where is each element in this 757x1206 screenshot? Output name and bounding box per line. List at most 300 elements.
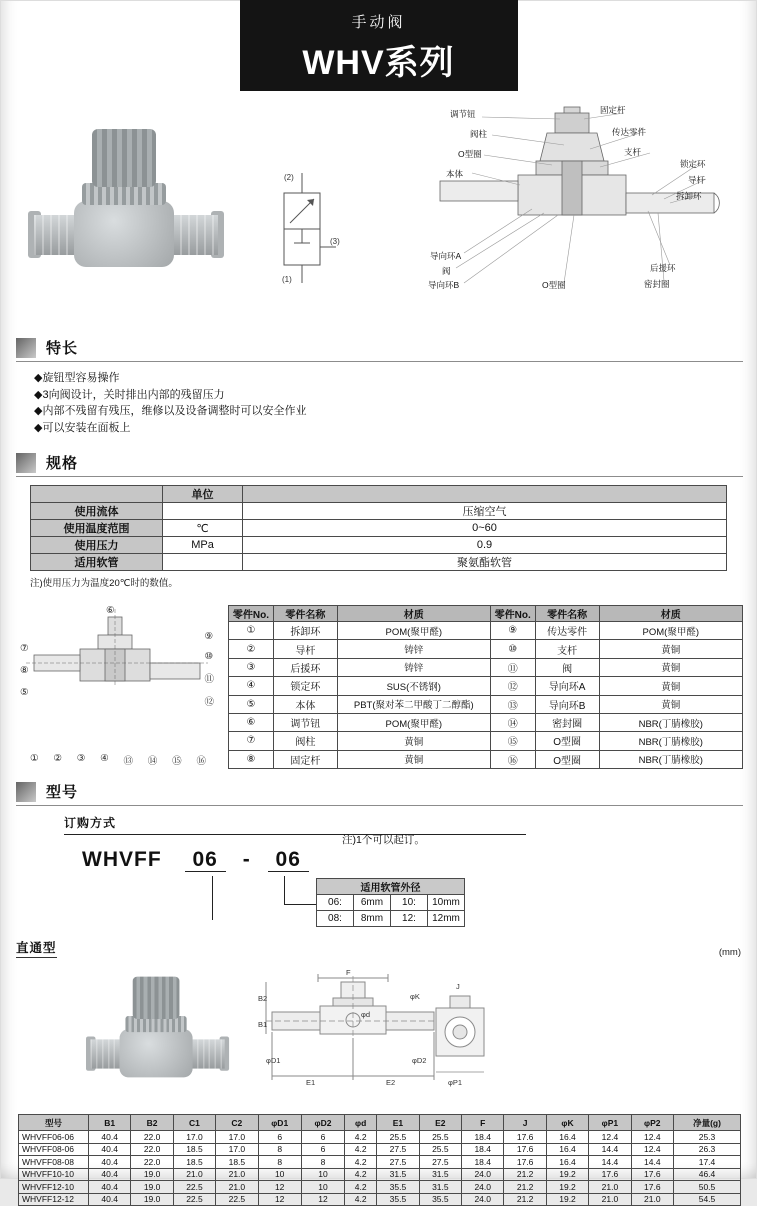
table-cell: 黄铜 — [337, 750, 490, 768]
table-cell: WHVFF12-10 — [19, 1181, 89, 1194]
table-cell: 40.4 — [89, 1193, 131, 1206]
table-cell: 4.2 — [345, 1156, 377, 1169]
table-cell: 17.0 — [173, 1131, 215, 1144]
table-cell: 18.4 — [462, 1131, 504, 1144]
callout-number: ② — [53, 753, 62, 764]
symbol-port-label: (2) — [284, 173, 294, 182]
table-cell: ⑥ — [229, 713, 274, 731]
table-row — [19, 1156, 741, 1169]
table-row — [31, 520, 727, 537]
table-cell: 10mm — [428, 895, 465, 911]
cutaway-label: 导杆 — [688, 175, 706, 185]
table-cell: 17.6 — [504, 1131, 546, 1144]
table-cell: 6mm — [354, 895, 391, 911]
table-cell: POM(聚甲醛) — [337, 713, 490, 731]
callout-number: ⑯ — [196, 756, 206, 767]
callout-group-bottom — [30, 753, 206, 767]
table-cell: 使用流体 — [31, 503, 163, 520]
table-row — [19, 1131, 741, 1144]
table-cell: 19.2 — [546, 1181, 588, 1194]
table-cell: 35.5 — [377, 1193, 419, 1206]
cutaway-label: 支杆 — [624, 147, 642, 157]
column-header: φP1 — [589, 1115, 631, 1131]
cutaway-label: 本体 — [446, 169, 464, 179]
table-cell: 12 — [258, 1193, 301, 1206]
tube-size-table — [316, 878, 465, 927]
table-cell: 6 — [301, 1131, 344, 1144]
cutaway-label: O型圈 — [542, 280, 566, 290]
table-cell: 14.4 — [589, 1143, 631, 1156]
table-cell: 40.4 — [89, 1131, 131, 1144]
cutaway-label: 拆卸环 — [676, 191, 702, 201]
dimension-label: φK — [410, 992, 420, 1001]
model-code-dash: - — [242, 848, 251, 871]
column-header: 型号 — [19, 1115, 89, 1131]
table-cell: 导杆 — [273, 640, 337, 658]
table-cell: 4.2 — [345, 1131, 377, 1144]
table-cell: ⑭ — [490, 713, 535, 731]
table-cell: 24.0 — [462, 1181, 504, 1194]
table-cell: WHVFF10-10 — [19, 1168, 89, 1181]
table-cell: ⑨ — [490, 622, 535, 640]
table-cell: 8 — [258, 1143, 301, 1156]
column-header: C1 — [173, 1115, 215, 1131]
column-header: E2 — [419, 1115, 461, 1131]
table-cell: 25.5 — [377, 1131, 419, 1144]
ordering-method-rule — [64, 814, 526, 835]
table-cell: 19.0 — [131, 1168, 173, 1181]
dimension-label: B1 — [258, 1020, 268, 1029]
table-cell: 6 — [258, 1131, 301, 1144]
table-cell: 21.0 — [173, 1168, 215, 1181]
table-cell: 35.5 — [419, 1193, 461, 1206]
table-cell: 使用压力 — [31, 537, 163, 554]
valve-knob — [92, 129, 156, 187]
table-cell: 21.2 — [504, 1181, 546, 1194]
model-code-size1: 06 — [185, 848, 226, 872]
table-cell: O型圈 — [535, 732, 599, 750]
order-note: 注)1个可以起订。 — [342, 834, 425, 846]
column-header: 材质 — [599, 606, 742, 622]
callout-number: ⑦ — [20, 643, 29, 654]
tube-table-header-row — [317, 879, 465, 895]
table-cell: 21.0 — [216, 1168, 258, 1181]
table-cell: 17.4 — [673, 1156, 740, 1169]
table-cell: O型圈 — [535, 750, 599, 768]
table-cell: 锁定环 — [273, 677, 337, 695]
feature-item: ◆旋钮型容易操作 — [34, 372, 120, 384]
column-header: F — [462, 1115, 504, 1131]
model-code-prefix: WHVFF — [82, 848, 162, 871]
column-header: J — [504, 1115, 546, 1131]
dimension-label: φD1 — [266, 1056, 281, 1065]
table-cell: 31.5 — [377, 1168, 419, 1181]
table-cell: NBR(丁腈橡胶) — [599, 732, 742, 750]
cutaway-label: 导向环A — [430, 251, 462, 261]
ordering-method-label: 订购方式 — [64, 816, 117, 830]
table-cell: 19.0 — [131, 1193, 173, 1206]
section-header-features — [16, 337, 743, 362]
cutaway-diagram — [412, 103, 746, 313]
table-row — [31, 503, 727, 520]
table-cell: ⑫ — [490, 677, 535, 695]
banner-subtitle: 手动阀 — [351, 14, 406, 31]
model-code-size2: 06 — [268, 848, 309, 872]
table-cell: 阀 — [535, 658, 599, 676]
table-cell: ⑯ — [490, 750, 535, 768]
table-cell: ⑦ — [229, 732, 274, 750]
table-cell: 4.2 — [345, 1193, 377, 1206]
table-cell: 18.5 — [173, 1143, 215, 1156]
callout-number: ⑮ — [172, 756, 182, 767]
table-cell: PBT(聚对苯二甲酸丁二醇酯) — [337, 695, 490, 713]
table-cell: 12.4 — [631, 1143, 673, 1156]
callout-number: ⑭ — [147, 756, 158, 767]
table-cell: 10 — [301, 1181, 344, 1194]
table-cell: 本体 — [273, 695, 337, 713]
valve-symbol-drawing — [256, 165, 348, 295]
spec-note: 注)使用压力为温度20℃时的数值。 — [30, 578, 178, 589]
table-cell — [163, 554, 243, 571]
table-cell: ⑪ — [490, 658, 535, 676]
table-cell: 40.4 — [89, 1181, 131, 1194]
features-list — [34, 370, 757, 436]
cutaway-label: 阀柱 — [470, 129, 488, 139]
feature-item: ◆3向阀设计，关时排出内部的残留压力 — [34, 388, 225, 401]
hero-row — [0, 103, 757, 325]
table-row — [229, 677, 743, 695]
table-cell: 22.5 — [216, 1193, 258, 1206]
table-cell: 10 — [301, 1168, 344, 1181]
table-cell: 06: — [317, 895, 354, 911]
table-cell — [163, 503, 243, 520]
table-cell: 拆卸环 — [273, 622, 337, 640]
table-cell: 黄铜 — [599, 640, 742, 658]
dimension-label: φd — [361, 1010, 371, 1019]
dimension-label: B2 — [258, 994, 268, 1003]
section-title: 特长 — [46, 340, 79, 357]
table-cell: 24.0 — [462, 1193, 504, 1206]
side-view-drawing — [422, 982, 502, 1098]
cutaway-label: 固定杆 — [600, 105, 626, 115]
table-cell: 10 — [258, 1168, 301, 1181]
table-cell: 17.6 — [504, 1143, 546, 1156]
callout-group-left — [20, 643, 29, 698]
cutaway-label: 锁定环 — [680, 159, 706, 169]
column-header: 材质 — [337, 606, 490, 622]
table-row — [31, 537, 727, 554]
table-cell: 0.9 — [243, 537, 727, 554]
table-cell: 17.6 — [631, 1181, 673, 1194]
dimension-label: E1 — [306, 1078, 316, 1087]
table-cell: 25.5 — [419, 1131, 461, 1144]
table-cell: ③ — [229, 658, 274, 676]
table-cell: 26.3 — [673, 1143, 740, 1156]
column-header: B2 — [131, 1115, 173, 1131]
front-view-drawing — [258, 968, 448, 1102]
table-cell: 黄铜 — [599, 677, 742, 695]
table-cell: ① — [229, 622, 274, 640]
dimension-label: F — [346, 968, 351, 977]
column-header: φD1 — [258, 1115, 301, 1131]
table-cell: 22.5 — [173, 1193, 215, 1206]
table-cell: 17.6 — [504, 1156, 546, 1169]
dimension-label: φP1 — [448, 1078, 463, 1087]
table-cell: POM(聚甲醛) — [337, 622, 490, 640]
unit-note: (mm) — [718, 947, 741, 958]
table-cell: 铸锌 — [337, 640, 490, 658]
table-cell: 后援环 — [273, 658, 337, 676]
table-cell: 50.5 — [673, 1181, 740, 1194]
parts-diagram-drawing — [20, 605, 216, 769]
table-cell: 31.5 — [419, 1181, 461, 1194]
table-cell: 8 — [301, 1156, 344, 1169]
callout-group-top — [106, 605, 115, 616]
table-cell: 导向环B — [535, 695, 599, 713]
table-cell: 54.5 — [673, 1193, 740, 1206]
table-cell: 40.4 — [89, 1168, 131, 1181]
table-cell: 19.2 — [546, 1168, 588, 1181]
cutaway-label: O型圈 — [458, 149, 482, 159]
cutaway-label: 传达零件 — [612, 127, 647, 137]
table-cell: 25.3 — [673, 1131, 740, 1144]
cutaway-drawing — [412, 103, 746, 313]
cutaway-label: 导向环B — [428, 280, 460, 290]
table-row — [31, 554, 727, 571]
table-cell: 18.4 — [462, 1156, 504, 1169]
section-header-model — [16, 781, 743, 806]
callout-number: ⑥ — [106, 605, 115, 616]
table-cell: 21.0 — [631, 1193, 673, 1206]
table-cell: 4.2 — [345, 1181, 377, 1194]
column-header: 净量(g) — [673, 1115, 740, 1131]
table-cell: 传达零件 — [535, 622, 599, 640]
product-photo — [28, 109, 224, 309]
table-cell: 8 — [258, 1156, 301, 1169]
table-row — [19, 1181, 741, 1194]
table-cell: 25.5 — [419, 1143, 461, 1156]
table-cell: 聚氨酯软管 — [243, 554, 727, 571]
dimension-label: φD2 — [412, 1056, 427, 1065]
table-cell: 0~60 — [243, 520, 727, 537]
table-cell: ② — [229, 640, 274, 658]
table-cell: 19.0 — [131, 1181, 173, 1194]
table-row — [229, 713, 743, 731]
column-header: 零件No. — [229, 606, 274, 622]
order-connector-line — [284, 876, 285, 904]
table-cell: 调节钮 — [273, 713, 337, 731]
table-cell: 17.0 — [216, 1131, 258, 1144]
table-cell: 27.5 — [419, 1156, 461, 1169]
spec-table — [30, 485, 727, 571]
callout-number: ⑫ — [204, 697, 214, 708]
table-cell: ⑮ — [490, 732, 535, 750]
valve-render — [28, 109, 224, 309]
callout-number: ⑩ — [204, 651, 214, 662]
table-cell: 40.4 — [89, 1156, 131, 1169]
parts-diagram — [20, 605, 216, 769]
ordering-section — [64, 814, 757, 932]
table-cell: 12mm — [428, 911, 465, 927]
column-header: C2 — [216, 1115, 258, 1131]
table-cell: 6 — [301, 1143, 344, 1156]
table-cell: 27.5 — [377, 1143, 419, 1156]
callout-number: ③ — [76, 753, 86, 764]
table-cell: 密封圈 — [535, 713, 599, 731]
table-row — [19, 1168, 741, 1181]
table-cell: 12.4 — [589, 1131, 631, 1144]
table-row — [229, 658, 743, 676]
series-banner — [240, 0, 518, 91]
table-cell: ④ — [229, 677, 274, 695]
table-cell: ⑧ — [229, 750, 274, 768]
table-cell: 21.0 — [589, 1193, 631, 1206]
feature-item: ◆内部不残留有残压，维修以及设备调整时可以安全作业 — [34, 405, 307, 417]
table-cell: NBR(丁腈橡胶) — [599, 713, 742, 731]
pneumatic-symbol — [256, 165, 348, 295]
callout-number: ⑨ — [204, 631, 214, 642]
table-cell: 18.4 — [462, 1143, 504, 1156]
cutaway-label: 密封圈 — [644, 279, 670, 289]
table-cell: 黄铜 — [599, 658, 742, 676]
valve-render — [86, 962, 229, 1108]
table-row — [317, 911, 465, 927]
straight-type-header — [16, 938, 741, 958]
table-cell: NBR(丁腈橡胶) — [599, 750, 742, 768]
table-cell: 固定杆 — [273, 750, 337, 768]
table-cell: 17.0 — [216, 1143, 258, 1156]
table-cell: 14.4 — [589, 1156, 631, 1169]
table-cell: SUS(不锈钢) — [337, 677, 490, 695]
order-connector-line — [212, 876, 213, 920]
table-cell: 适用软管 — [31, 554, 163, 571]
table-cell: 10: — [391, 895, 428, 911]
table-cell: 导向环A — [535, 677, 599, 695]
table-cell: ⑤ — [229, 695, 274, 713]
table-cell: WHVFF08-08 — [19, 1156, 89, 1169]
callout-number: ⑤ — [20, 687, 29, 698]
table-cell: 31.5 — [419, 1168, 461, 1181]
table-cell: 22.0 — [131, 1131, 173, 1144]
table-row — [19, 1193, 741, 1206]
table-row — [229, 732, 743, 750]
cutaway-label: 阀 — [442, 266, 451, 276]
product-photo-small — [86, 962, 232, 1110]
valve-tube-port — [191, 1039, 225, 1068]
column-header: φd — [345, 1115, 377, 1131]
valve-tube-port — [172, 215, 218, 255]
callout-group-right — [204, 631, 214, 708]
dimension-drawings — [0, 960, 757, 1112]
dimension-label: E2 — [386, 1078, 396, 1087]
table-cell: 18.5 — [173, 1156, 215, 1169]
table-cell: 16.4 — [546, 1143, 588, 1156]
table-cell: ℃ — [163, 520, 243, 537]
table-cell: 黄铜 — [337, 732, 490, 750]
table-cell: 22.0 — [131, 1143, 173, 1156]
table-cell: 12 — [258, 1181, 301, 1194]
table-cell: 17.6 — [631, 1168, 673, 1181]
table-cell: 16.4 — [546, 1131, 588, 1144]
callout-number: ④ — [100, 753, 109, 764]
banner-title: WHV系列 — [302, 44, 455, 82]
column-header — [31, 486, 163, 503]
table-cell: 4.2 — [345, 1168, 377, 1181]
table-cell: 17.6 — [589, 1168, 631, 1181]
table-cell: 40.4 — [89, 1143, 131, 1156]
table-cell: 35.5 — [377, 1181, 419, 1194]
section-bullet — [16, 782, 36, 802]
table-row — [229, 622, 743, 640]
order-connector-line — [284, 904, 316, 905]
parts-table — [228, 605, 743, 769]
table-row — [229, 695, 743, 713]
feature-item: ◆可以安装在面板上 — [34, 421, 131, 434]
section-bullet — [16, 453, 36, 473]
table-cell: 8mm — [354, 911, 391, 927]
table-cell: 黄铜 — [599, 695, 742, 713]
table-cell: WHVFF08-06 — [19, 1143, 89, 1156]
column-header: 零件No. — [490, 606, 535, 622]
column-header: 零件名称 — [273, 606, 337, 622]
column-header — [243, 486, 727, 503]
table-cell: 19.2 — [546, 1193, 588, 1206]
table-cell: MPa — [163, 537, 243, 554]
valve-knob — [133, 977, 180, 1019]
table-cell: 24.0 — [462, 1168, 504, 1181]
table-cell: 08: — [317, 911, 354, 927]
table-cell: ⑩ — [490, 640, 535, 658]
section-title: 规格 — [46, 455, 79, 472]
table-cell: 21.0 — [216, 1181, 258, 1194]
dim-header-row — [19, 1115, 741, 1131]
section-title: 型号 — [46, 784, 79, 801]
table-cell: 46.4 — [673, 1168, 740, 1181]
column-header: 零件名称 — [535, 606, 599, 622]
table-cell: 18.5 — [216, 1156, 258, 1169]
table-cell: 22.0 — [131, 1156, 173, 1169]
table-cell: 14.4 — [631, 1156, 673, 1169]
table-cell: 21.0 — [589, 1181, 631, 1194]
parts-header-row — [229, 606, 743, 622]
tube-table-header: 适用软管外径 — [317, 879, 465, 895]
table-cell: 支杆 — [535, 640, 599, 658]
dimension-label: J — [456, 982, 460, 991]
table-cell: 铸锌 — [337, 658, 490, 676]
straight-type-label: 直通型 — [16, 938, 57, 958]
cutaway-label: 调节钮 — [450, 109, 476, 119]
table-cell: ⑬ — [490, 695, 535, 713]
symbol-port-label: (3) — [330, 237, 340, 246]
table-row — [229, 640, 743, 658]
valve-body — [120, 1029, 193, 1077]
table-cell: 4.2 — [345, 1143, 377, 1156]
table-cell: WHVFF06-06 — [19, 1131, 89, 1144]
callout-number: ⑧ — [20, 665, 29, 676]
cutaway-label: 后援环 — [650, 263, 676, 273]
table-cell: 12 — [301, 1193, 344, 1206]
column-header: φP2 — [631, 1115, 673, 1131]
parts-row — [20, 605, 743, 769]
table-cell: 21.2 — [504, 1193, 546, 1206]
symbol-port-label: (1) — [282, 275, 292, 284]
column-header: B1 — [89, 1115, 131, 1131]
valve-body — [74, 201, 174, 267]
section-header-specs — [16, 452, 743, 477]
column-header: φK — [546, 1115, 588, 1131]
table-cell: 使用温度范围 — [31, 520, 163, 537]
table-cell: 压缩空气 — [243, 503, 727, 520]
